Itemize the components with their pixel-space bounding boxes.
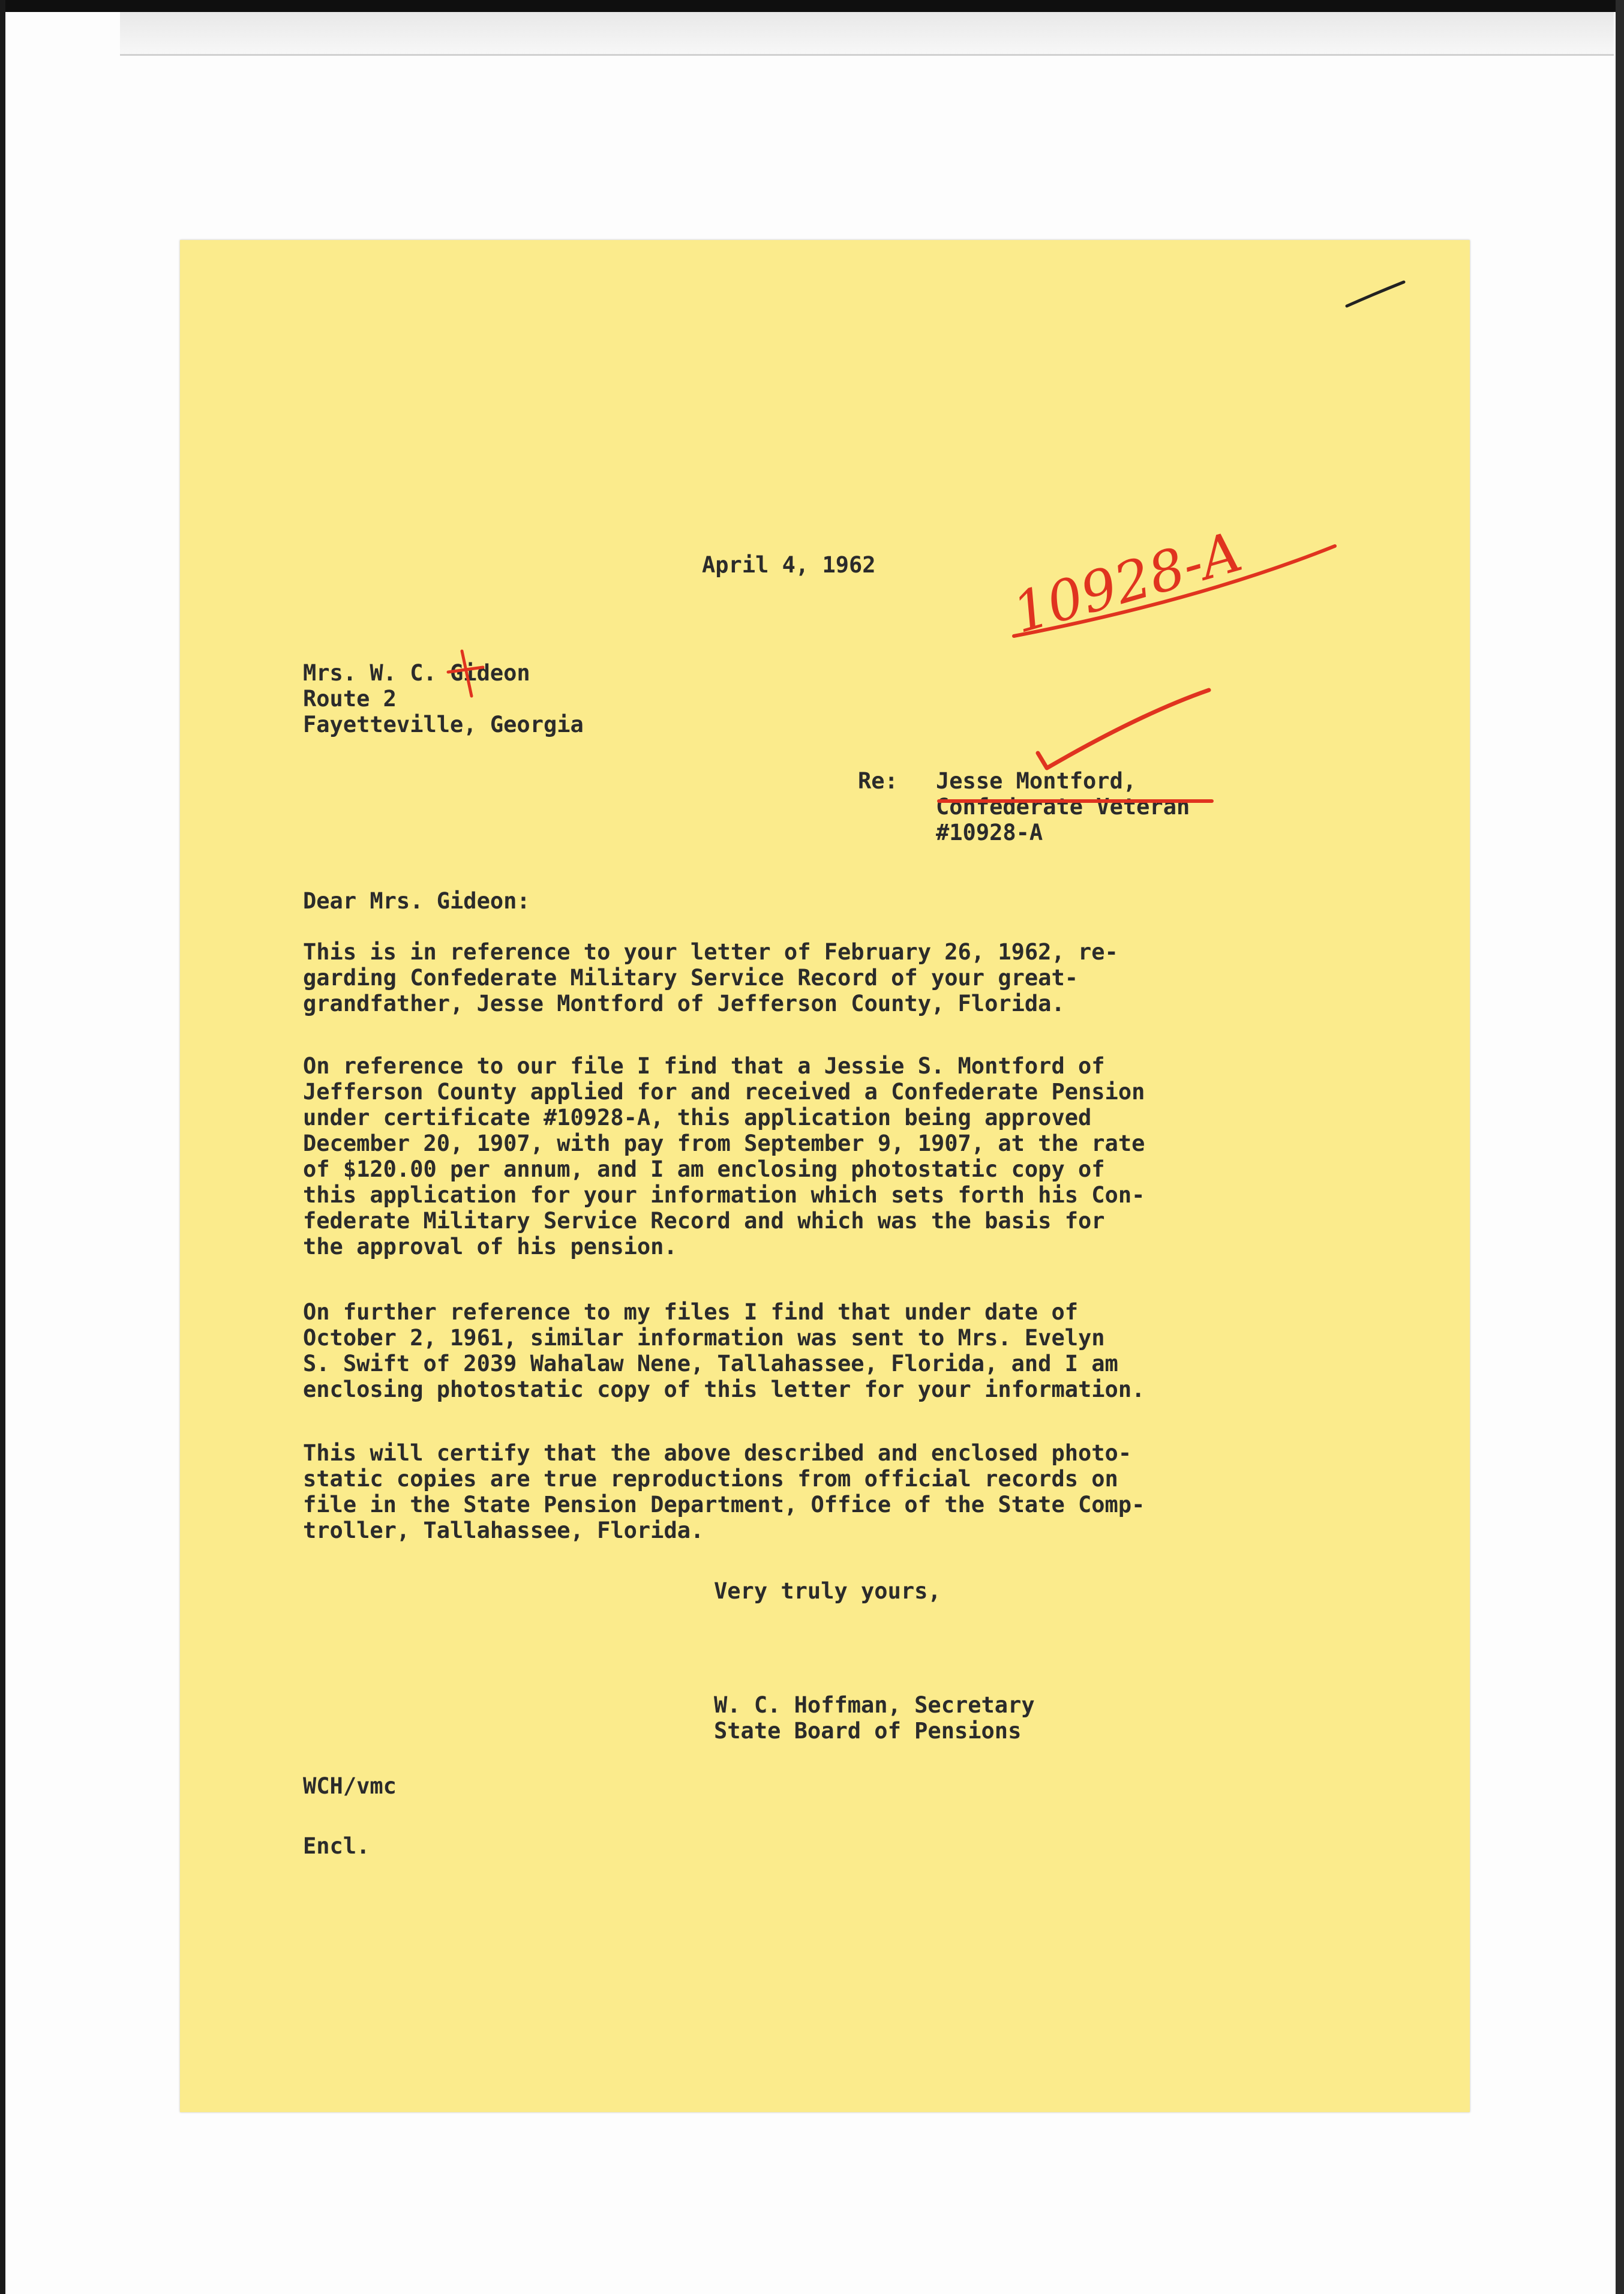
scanner-top-border [0,0,1624,12]
paragraph-line: This is in reference to your letter of February 26, 1962, re- [303,939,1118,965]
paragraph-line: of $120.00 per annum, and I am enclosing photostatic copy of [303,1156,1105,1182]
signature-line: State Board of Pensions [714,1718,1022,1744]
check-mark [1038,690,1209,768]
paragraph-line: enclosing photostatic copy of this letter for your information. [303,1377,1145,1402]
paragraph-line: Jefferson County applied for and received a Confederate Pension [303,1079,1145,1105]
paragraph-line: under certificate #10928-A, this application being approved [303,1105,1092,1130]
address-line: Fayetteville, Georgia [303,712,584,737]
paragraph-line: October 2, 1961, similar information was sent to Mrs. Evelyn [303,1325,1105,1351]
paragraph-line: This will certify that the above described and enclosed photo- [303,1440,1132,1466]
subject-line: #10928-A [936,820,1043,845]
signature-line: W. C. Hoffman, Secretary [714,1692,1035,1718]
paragraph-line: troller, Tallahassee, Florida. [303,1518,704,1543]
paragraph-certification [303,1440,1145,1543]
letter-sheet [180,240,1470,2112]
address-line: Mrs. W. C. Gideon [303,660,530,686]
paragraph-line: On further reference to my files I find that under date of [303,1299,1079,1325]
address-line: Route 2 [303,686,397,712]
paragraph-line: this application for your information which sets forth his Con- [303,1182,1145,1208]
number-underline [1014,546,1335,636]
enclosure-notation: Encl. [303,1833,370,1859]
paragraph-line: file in the State Pension Department, Office of the State Comp- [303,1492,1145,1518]
reference-initials: WCH/vmc [303,1773,397,1799]
scanner-right-border [1616,0,1624,2294]
paragraph-line: grandfather, Jesse Montford of Jefferson County, Florida. [303,991,1065,1016]
paragraph-reference [303,939,1118,1016]
backing-sheet-edge [120,12,1614,56]
scanner-left-border [0,0,5,2294]
subject-line: Jesse Montford, [936,768,1137,794]
paragraph-line: garding Confederate Military Service Record of your great- [303,965,1079,991]
paragraph-line: static copies are true reproductions from official records on [303,1466,1118,1492]
paragraph-line: the approval of his pension. [303,1234,677,1260]
paragraph-prior-inquiry [303,1299,1145,1402]
recipient-address [303,660,584,737]
complimentary-close: Very truly yours, [714,1578,941,1604]
handwritten-number: 10928-A [1005,519,1249,646]
subject-line: Confederate Veteran [936,794,1190,820]
paragraph-line: December 20, 1907, with pay from September 9, 1907, at the rate [303,1130,1145,1156]
paragraph-pension-record [303,1053,1145,1260]
salutation: Dear Mrs. Gideon: [303,888,530,914]
paragraph-line: federate Military Service Record and which was the basis for [303,1208,1105,1234]
signature-block [714,1692,1035,1744]
letter-date: April 4, 1962 [702,552,876,578]
paragraph-line: S. Swift of 2039 Wahalaw Nene, Tallahassee, Florida, and I am [303,1351,1118,1377]
pencil-dash [1347,282,1404,306]
paragraph-line: On reference to our file I find that a Jessie S. Montford of [303,1053,1105,1079]
re-label: Re: [858,768,898,794]
subject-block [936,768,1190,845]
